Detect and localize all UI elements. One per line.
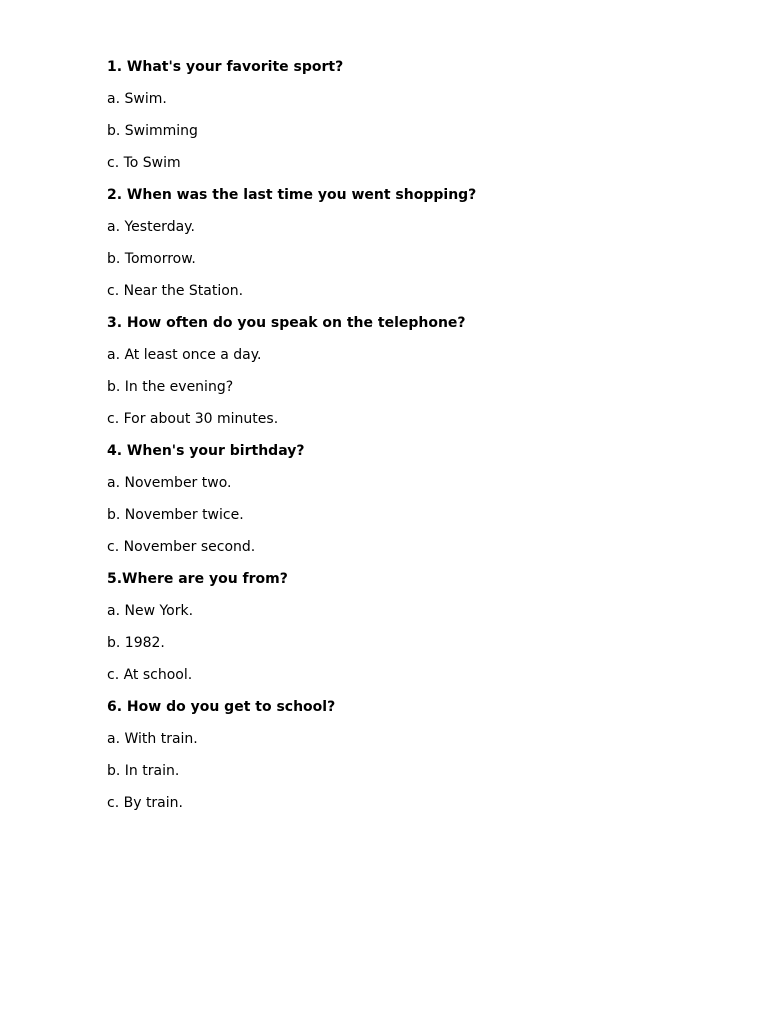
quiz-document xyxy=(107,57,727,825)
question-text: 1. What's your favorite sport? xyxy=(107,59,344,75)
answer-option: c. November second. xyxy=(107,539,256,555)
answer-option: a. November two. xyxy=(107,475,232,491)
question-block xyxy=(107,697,727,825)
answer-option: b. In the evening? xyxy=(107,379,234,395)
answer-option: b. 1982. xyxy=(107,635,165,651)
answer-option: a. Swim. xyxy=(107,91,167,107)
answer-option: b. In train. xyxy=(107,763,180,779)
question-block xyxy=(107,313,727,441)
question-block xyxy=(107,441,727,569)
answer-option: a. Yesterday. xyxy=(107,219,195,235)
question-block xyxy=(107,569,727,697)
answer-option: c. By train. xyxy=(107,795,183,811)
question-text: 2. When was the last time you went shopping? xyxy=(107,187,477,203)
question-text: 6. How do you get to school? xyxy=(107,699,336,715)
answer-option: b. November twice. xyxy=(107,507,244,523)
question-text: 4. When's your birthday? xyxy=(107,443,305,459)
answer-option: a. New York. xyxy=(107,603,194,619)
answer-option: c. For about 30 minutes. xyxy=(107,411,279,427)
question-block xyxy=(107,185,727,313)
answer-option: c. At school. xyxy=(107,667,193,683)
question-text: 3. How often do you speak on the telephone? xyxy=(107,315,466,331)
answer-option: b. Swimming xyxy=(107,123,198,139)
question-text: 5.Where are you from? xyxy=(107,571,288,587)
answer-option: b. Tomorrow. xyxy=(107,251,196,267)
answer-option: c. Near the Station. xyxy=(107,283,244,299)
answer-option: a. At least once a day. xyxy=(107,347,262,363)
answer-option: a. With train. xyxy=(107,731,198,747)
answer-option: c. To Swim xyxy=(107,155,181,171)
question-block xyxy=(107,57,727,185)
